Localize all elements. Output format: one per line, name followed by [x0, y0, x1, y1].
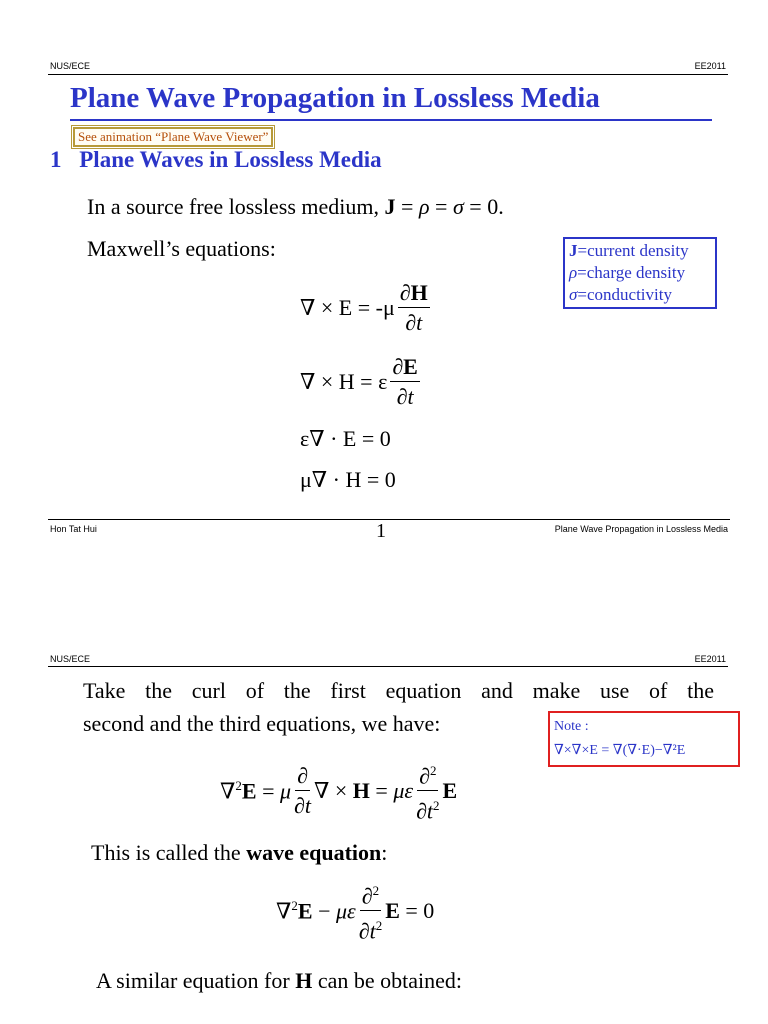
title-underline	[70, 119, 712, 121]
maxwell-label: Maxwell’s equations:	[87, 236, 276, 261]
animation-link[interactable]: See animation “Plane Wave Viewer”	[73, 127, 273, 147]
definition-box	[563, 237, 717, 309]
footer-author: Hon Tat Hui	[50, 524, 97, 534]
paragraph-line: Take the curl of the first equation and make use of the	[83, 678, 714, 703]
math-rho: ρ	[418, 194, 430, 219]
footer-title: Plane Wave Propagation in Lossless Media	[554, 524, 728, 534]
equation-ampere: ∇ × H = ε $\frac{\partial E}{\partial t}$	[300, 354, 418, 409]
header-rule	[48, 74, 728, 75]
equation-faraday: ∇ × E = -μ $\frac{\partial H}{\partial t}$	[300, 280, 428, 335]
similar-equation-sentence: A similar equation for H can be obtained:	[96, 968, 462, 993]
intro-text: In a source free lossless medium,	[87, 194, 380, 219]
legend-item: σ=conductivity	[569, 285, 672, 304]
wave-equation-sentence: This is called the wave equation:	[91, 840, 388, 865]
equation-gauss-electric: ε∇ · E = 0	[300, 426, 391, 451]
section-number: 1	[50, 147, 62, 172]
fraction: $\frac{\partial}{\partial t}$	[294, 763, 312, 819]
equation-gauss-magnetic: μ∇ · H = 0	[300, 467, 396, 492]
header-left: NUS/ECE	[50, 654, 91, 664]
header-right: EE2011	[694, 61, 726, 71]
legend-item: ρ=charge density	[569, 263, 686, 282]
fraction: $\frac{\partial E}{\partial t}$	[392, 354, 418, 409]
fraction: $\frac{\partial^2}{\partial t^2}$	[416, 758, 439, 825]
fraction: $\frac{\partial H}{\partial t}$	[399, 280, 428, 335]
page-number: 1	[376, 520, 386, 542]
header-left: NUS/ECE	[50, 61, 91, 71]
note-box	[548, 711, 740, 767]
header-rule	[48, 666, 728, 667]
note-formula: ∇×∇×E = ∇(∇·E)−∇²E	[554, 743, 686, 758]
header-right: EE2011	[694, 654, 726, 664]
equation-wave-derivation: ∇$^2$E = μ $\frac{\partial}{\partial t}$ ∇ × H = με $\frac{\partial^2}{\partial t^2}$ E	[220, 758, 457, 825]
note-label: Note :	[554, 719, 589, 734]
equation-wave: ∇$^2$E − με $\frac{\partial^2}{\partial t^2}$ E = 0	[276, 878, 434, 945]
section-heading	[50, 147, 382, 173]
footer-rule	[48, 519, 730, 520]
fraction: $\frac{\partial^2}{\partial t^2}$	[359, 878, 382, 945]
intro-line: In a source free lossless medium, J = ρ = σ = 0.	[87, 194, 504, 219]
paragraph-line: second and the third equations, we have:	[83, 711, 441, 736]
math-sigma: σ	[452, 194, 464, 219]
legend-item: J=current density	[569, 241, 689, 260]
section-title: Plane Waves in Lossless Media	[79, 147, 382, 172]
page-title: Plane Wave Propagation in Lossless Media	[70, 82, 600, 114]
math-J: J	[384, 194, 396, 219]
